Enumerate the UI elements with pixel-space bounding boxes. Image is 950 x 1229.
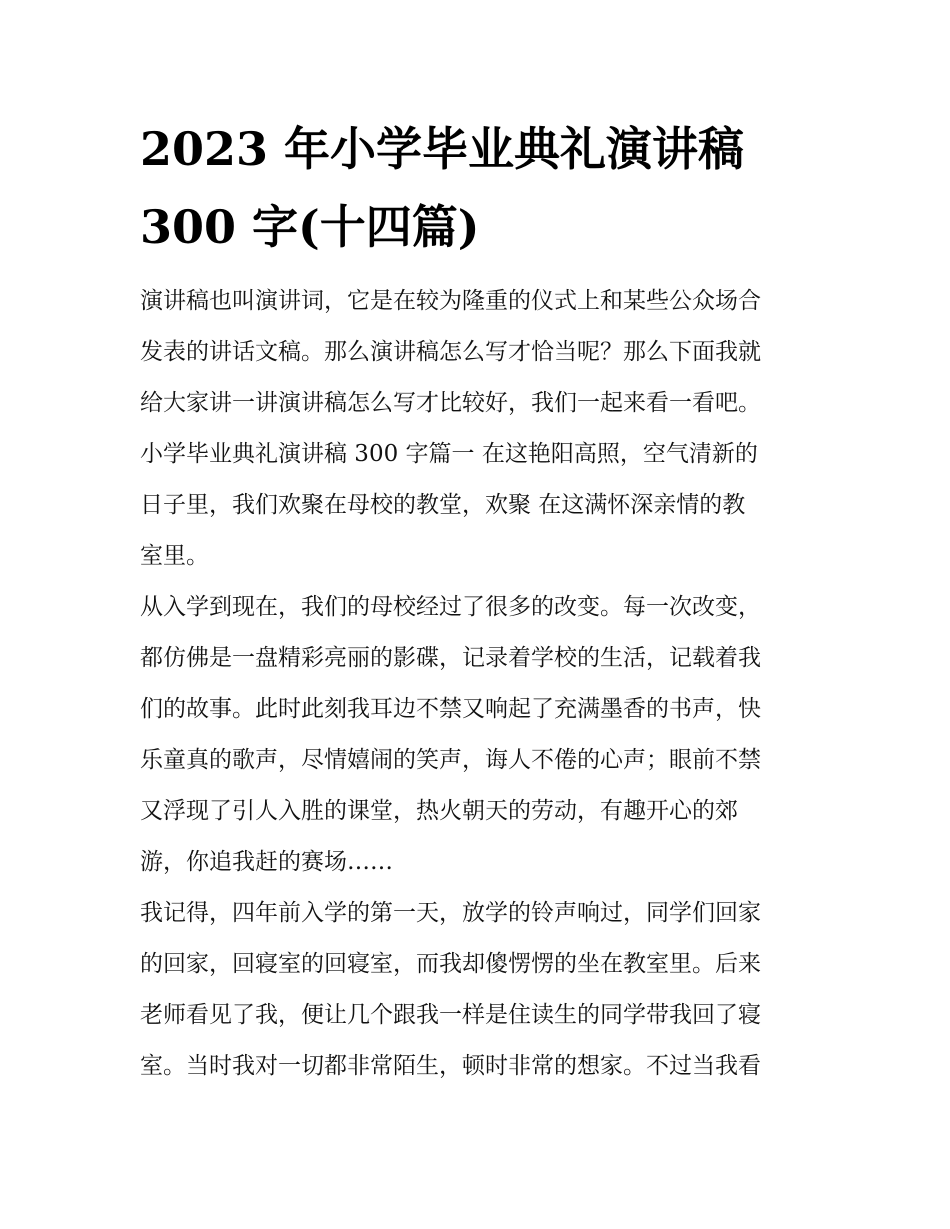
text-line: 的回家，回寝室的回寝室，而我却傻愣愣的坐在教室里。后来 [140,951,761,977]
text-line: 发表的讲话文稿。那么演讲稿怎么写才恰当呢？那么下面我就 [140,339,761,365]
text-line: 日子里，我们欢聚在母校的教堂，欢聚 在这满怀深亲情的教 [140,492,746,518]
paragraph-memory [140,888,815,1092]
text-line: 小学毕业典礼演讲稿 300 字篇一 在这艳阳高照，空气清新的 [140,441,758,467]
text-line: 室。当时我对一切都非常陌生，顿时非常的想家。不过当我看 [140,1053,761,1079]
document-body [140,276,815,1092]
text-line: 们的故事。此时此刻我耳边不禁又响起了充满墨香的书声，快 [140,696,761,722]
paragraph-intro [140,276,815,582]
text-line: 演讲稿也叫演讲词，它是在较为隆重的仪式上和某些公众场合 [140,288,761,314]
text-line: 我记得，四年前入学的第一天，放学的铃声响过，同学们回家 [140,900,761,926]
text-line: 室里。 [140,543,209,569]
text-line: 老师看见了我，便让几个跟我一样是住读生的同学带我回了寝 [140,1002,761,1028]
document-title [140,110,815,266]
text-line: 游，你追我赶的赛场…… [140,849,393,875]
text-line: 从入学到现在，我们的母校经过了很多的改变。每一次改变， [140,594,761,620]
title-line-1: 2023 年小学毕业典礼演讲稿 [140,122,745,176]
document-content [140,110,815,1092]
text-line: 都仿佛是一盘精彩亮丽的影碟，记录着学校的生活，记载着我 [140,645,761,671]
text-line: 乐童真的歌声，尽情嬉闹的笑声，诲人不倦的心声；眼前不禁 [140,747,761,773]
title-line-2: 300 字(十四篇) [140,200,480,254]
text-line: 给大家讲一讲演讲稿怎么写才比较好，我们一起来看一看吧。 [140,390,761,416]
paragraph-changes [140,582,815,888]
text-line: 又浮现了引人入胜的课堂，热火朝天的劳动，有趣开心的郊 [140,798,738,824]
